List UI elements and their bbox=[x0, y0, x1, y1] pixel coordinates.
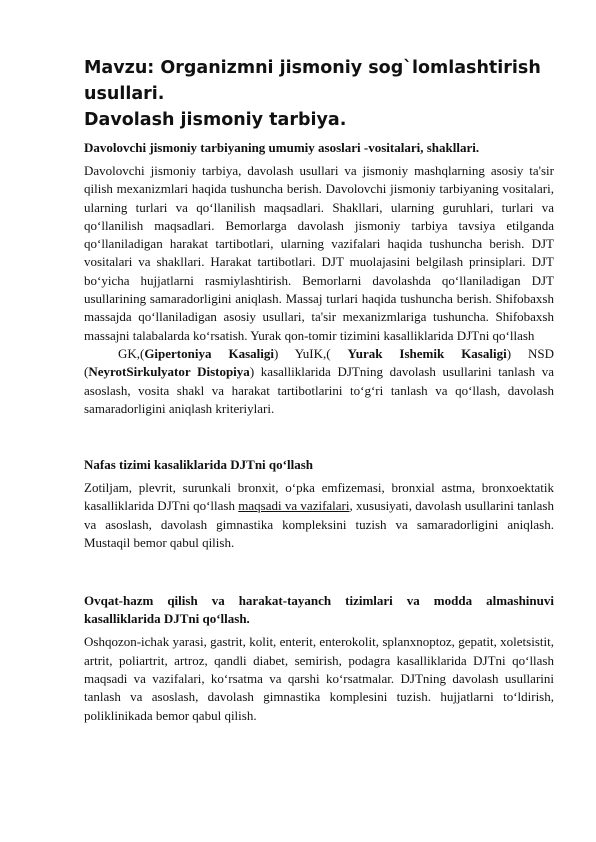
section-3-paragraph: Oshqozon-ichak yarasi, gastrit, kolit, enterit, enterokolit, splanxnoptoz, gepatit, xoletsistit, artrit, poliartrit, artroz, qandli diabet, semirish, podagra kasalliklarida DJTni qo‘llash maqsadi va vazifalari, ko‘rsatma va qarshi ko‘rsatmalar. DJTning davolash usullarini tanlash va asoslash, davolash gimnastika komplesini tuzish. hujjatlarni to‘ldirish, poliklinikada bemor qabul qilish. bbox=[84, 634, 554, 723]
underlined-phrase: maqsadi va vazifalari bbox=[238, 498, 350, 514]
yuik-label: ) YuIK,( bbox=[273, 345, 331, 361]
paragraph-2-rest: ) kasalliklarida DJTning davolash usullarini tanlash va asoslash, vosita shakl va harakat tartibotlarini to‘g‘ri tanlash va qo‘llash, davolash samaradorligini aniqlash kriteriylari. bbox=[84, 364, 555, 416]
section-2-text-start: Zotiljam, plevrit, surunkali bronxit, o‘pka emfizemasi, bronxial astma, bronxoektatik kasalliklarida DJTni qo‘llash bbox=[84, 480, 554, 514]
section-1-heading: Davolovchi jismoniy tarbiyaning umumiy asoslari -vositalari, shakllari. bbox=[84, 140, 480, 155]
gk-label: GK,( bbox=[117, 345, 145, 361]
nsd-term: NeyrotSirkulyator Distopiya bbox=[88, 364, 250, 380]
section-1-paragraph: Davolovchi jismoniy tarbiya, davolash usullari va jismoniy mashqlarning asosiy ta'sir qilish mexanizmlari haqida tushuncha berish. Davolovchi jismoniy tarbiyaning vositalari, ularning turlari va qo‘llanilish maqsadlari. Shakllari, ularning guruhlari, turlari va qo‘llanilish maqsadlari. Bemorlarga davolash jismoniy tarbiya tavsiya etilganda qo‘llaniladigan harakat tartibotlari, ularning vazifalari haqida tushuncha berish. DJT vositalari va shakllari. Harakat tartibotlari. DJT muolajasini belgilash prinsiplari. DJT bo‘yicha hujjatlarni rasmiylashtirish. Bemorlarni davolashda qo‘llaniladigan DJT usullarining samaradorligini aniqlash. Massaj turlari haqida tushuncha berish. Shifobaxsh massajda qo‘llaniladigan asosiy usullari, ta'sir mexanizmlariga tushuncha. Shifobaxsh massajni talabalarda ko‘rsatish. Yurak qon-tomir tizimini kasalliklarida DJTni qo‘llash bbox=[84, 163, 554, 343]
section-2-paragraph bbox=[84, 479, 554, 552]
section-2-heading: Nafas tizimi kasaliklarida DJTni qo‘llash bbox=[84, 457, 313, 473]
title-line-1: Mavzu: Organizmni jismoniy sog`lomlashtirish usullari. bbox=[84, 58, 541, 104]
section-1-paragraph-2 bbox=[84, 345, 554, 418]
yuik-term: Yurak Ishemik Kasaligi bbox=[347, 345, 507, 361]
spacer bbox=[84, 552, 554, 592]
title-line-2: Davolash jismoniy tarbiya. bbox=[84, 110, 347, 130]
gk-term: Gipertoniya Kasaligi bbox=[144, 345, 274, 361]
document-title bbox=[84, 55, 554, 133]
section-3-heading: Ovqat-hazm qilish va harakat-tayanch tizimlari va modda almashinuvi kasalliklarida DJTni qo‘llash. bbox=[84, 593, 554, 627]
spacer bbox=[84, 418, 554, 456]
nsd-label: ) NSD ( bbox=[84, 345, 555, 380]
section-2-text-end: , xususiyati, davolash usullarini tanlash va asoslash, davolash gimnastika kompleksini tuzish va samaradorligini aniqlash. Mustaqil bemor qabul qilish. bbox=[84, 498, 554, 551]
